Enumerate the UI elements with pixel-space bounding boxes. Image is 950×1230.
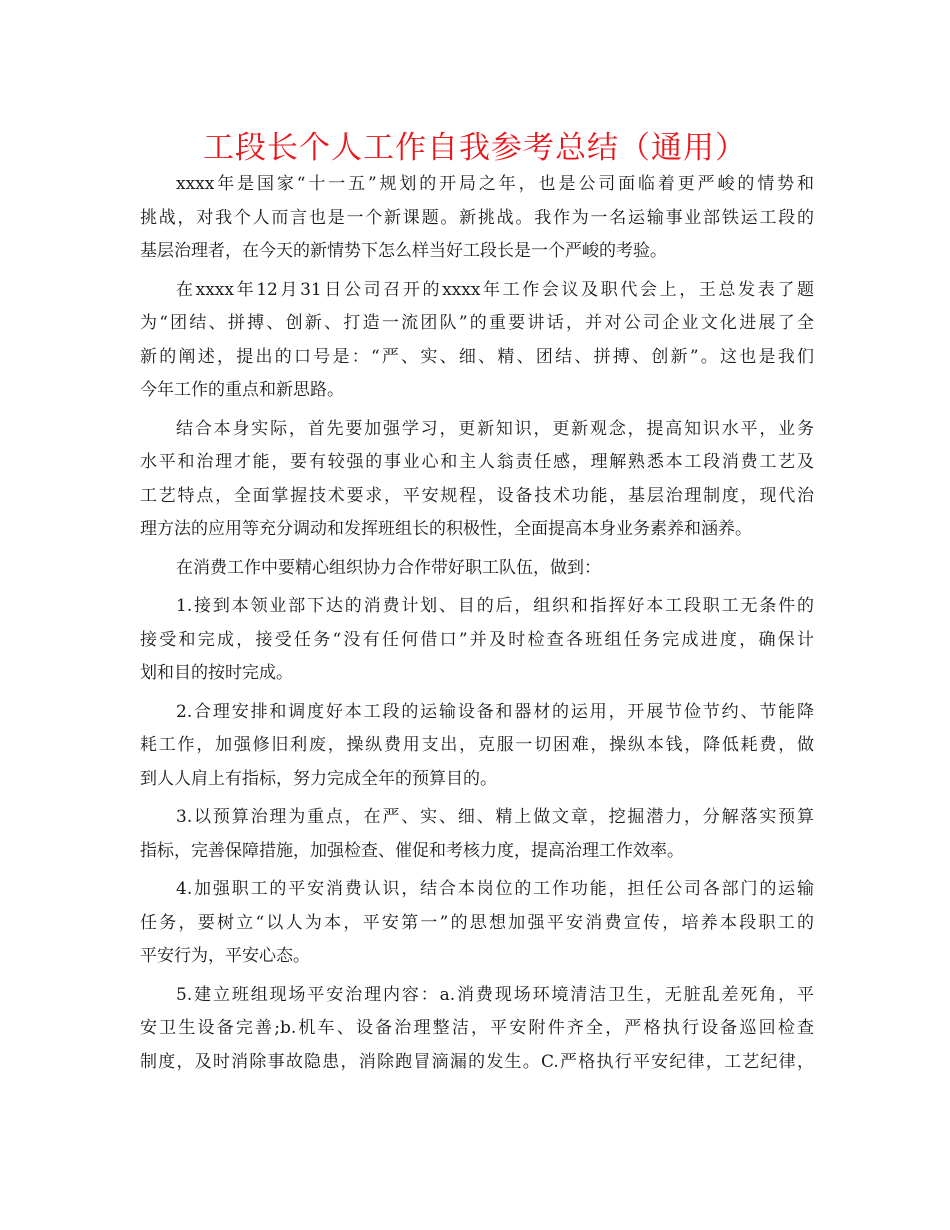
document-body [140,168,814,1084]
text-line: 2.合理安排和调度好本工段的运输设备和器材的运用，开展节俭节约、节能降 [176,701,814,722]
text-line: 在xxxx年12月31日公司召开的xxxx年工作会议及职代会上，王总发表了题 [176,279,814,300]
paragraph [140,590,814,691]
document-title: 工段长个人工作自我参考总结（通用） [203,130,747,166]
text-line: 工艺特点，全面掌握技术要求，平安规程，设备技术功能，基层治理制度，现代治 [140,485,814,506]
paragraph [140,801,814,868]
text-line: 耗工作，加强修旧利废，操纵费用支出，克服一切困难，操纵本钱，降低耗费，做 [140,735,814,755]
text-line: 5.建立班组现场平安治理内容：a.消费现场环境清洁卫生，无脏乱差死角，平 [176,984,814,1005]
text-line: 理方法的应用等充分调动和发挥班组长的积极性，全面提高本身业务素养和涵养。 [140,519,752,539]
text-line: 结合本身实际，首先要加强学习，更新知识，更新观念，提高知识水平，业务 [176,418,814,439]
text-line: 安卫生设备完善;b.机车、设备治理整洁，平安附件齐全，严格执行设备巡回检查 [140,1018,814,1038]
text-line: 划和目的按时完成。 [140,663,293,683]
text-line: 新的阐述，提出的口号是：“严、实、细、精、团结、拼搏、创新”。这也是我们 [140,346,814,367]
paragraph [140,552,814,586]
paragraph [140,168,814,269]
text-line: 1.接到本领业部下达的消费计划、目的后，组织和指挥好本工段职工无条件的 [176,596,814,616]
text-line: 今年工作的重点和新思路。 [140,380,344,400]
text-line: 基层治理者，在今天的新情势下怎么样当好工段长是一个严峻的考验。 [140,241,667,261]
text-line: 到人人肩上有指标，努力完成全年的预算目的。 [140,768,497,789]
text-line: 水平和治理才能，要有较强的事业心和主人翁责任感，理解熟悉本工段消费工艺及 [140,452,814,472]
paragraph [140,979,814,1080]
text-line: 接受和完成，接受任务“没有任何借口”并及时检查各班组任务完成进度，确保计 [140,629,814,650]
text-line: 任务，要树立“以人为本，平安第一”的思想加强平安消费宣传，培养本段职工的 [140,912,814,933]
paragraph [140,873,814,974]
paragraph [140,413,814,547]
text-line: 4.加强职工的平安消费认识，结合本岗位的工作功能，担任公司各部门的运输 [176,879,814,899]
text-line: 在消费工作中要精心组织协力合作带好职工队伍，做到： [176,557,601,578]
text-line: 3.以预算治理为重点，在严、实、细、精上做文章，挖掘潜力，分解落实预算 [176,807,814,827]
text-line: xxxx年是国家“十一五”规划的开局之年，也是公司面临着更严峻的情势和 [176,174,814,194]
text-line: 为“团结、拼搏、创新、打造一流团队”的重要讲话，并对公司企业文化进展了全 [140,313,814,333]
text-line: 平安行为，平安心态。 [140,946,310,966]
text-line: 制度，及时消除事故隐患，消除跑冒滴漏的发生。C.严格执行平安纪律，工艺纪律， [140,1051,814,1072]
text-line: 挑战，对我个人而言也是一个新课题。新挑战。我作为一名运输事业部铁运工段的 [140,207,814,228]
paragraph [140,696,814,797]
paragraph [140,274,814,408]
text-line: 指标，完善保障措施，加强检查、催促和考核力度，提高治理工作效率。 [140,840,684,861]
